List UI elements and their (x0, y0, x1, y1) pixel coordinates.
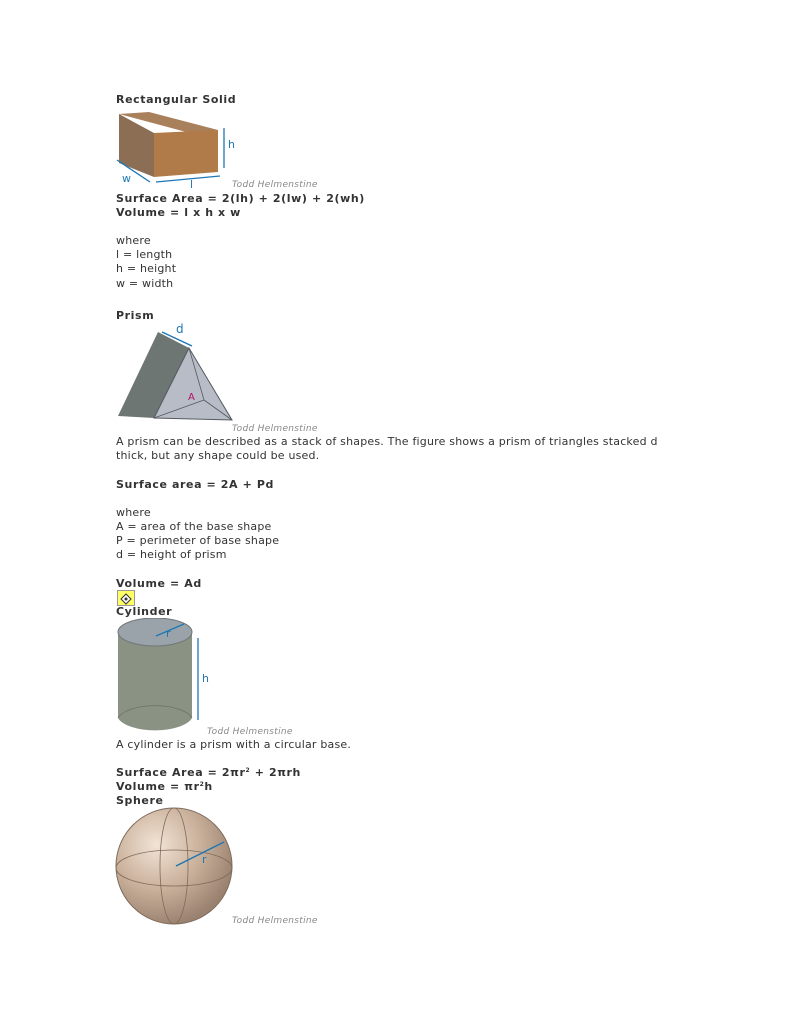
formula-text: h (204, 780, 213, 793)
rect-def-width: w = width (116, 277, 174, 290)
prism-def-area: A = area of the base shape (116, 520, 272, 533)
prism-a-label: A (188, 392, 195, 403)
cylinder-r-label: r (166, 627, 171, 640)
prism-title: Prism (116, 309, 155, 322)
prism-def-height: d = height of prism (116, 548, 227, 561)
image-credit: Todd Helmenstine (232, 916, 318, 926)
formula-text: + 2πrh (250, 766, 301, 779)
prism-d-label: d (176, 322, 184, 336)
formula-text: Surface Area = 2πr (116, 766, 246, 779)
prism-surface-area-formula: Surface area = 2A + Pd (116, 478, 274, 491)
prism-figure (114, 322, 238, 426)
image-credit: Todd Helmenstine (232, 180, 318, 190)
prism-description: A prism can be described as a stack of shapes. The figure shows a prism of triangles stacked d thick, but any shape could be used. (116, 435, 658, 462)
length-arrow (156, 176, 220, 182)
rect-def-height: h = height (116, 262, 177, 275)
image-credit: Todd Helmenstine (207, 727, 293, 737)
sphere-body (116, 808, 232, 924)
cylinder-top-face (118, 618, 192, 646)
prism-where: where (116, 506, 151, 519)
prism-def-perimeter: P = perimeter of base shape (116, 534, 280, 547)
cylinder-surface-area-formula (116, 766, 301, 780)
broken-image-icon (117, 590, 135, 606)
image-credit: Todd Helmenstine (232, 424, 318, 434)
exponent: 2 (245, 767, 251, 774)
rect-surface-area-formula: Surface Area = 2(lh) + 2(lw) + 2(wh) (116, 192, 365, 205)
prism-volume-formula: Volume = Ad (116, 577, 202, 590)
rect-h-label: h (228, 138, 235, 151)
formula-text: Volume = πr (116, 780, 200, 793)
cylinder-title: Cylinder (116, 605, 173, 618)
rect-front-face (154, 130, 218, 177)
rect-w-label: w (122, 172, 131, 185)
rect-l-label: l (190, 178, 194, 190)
rect-where: where (116, 234, 151, 247)
cylinder-figure (114, 618, 214, 738)
rect-volume-formula: Volume = l x h x w (116, 206, 241, 219)
rectangular-solid-figure (114, 108, 244, 190)
rect-side-face (119, 114, 154, 177)
sphere-title: Sphere (116, 794, 164, 807)
sphere-r-label: r (202, 853, 207, 866)
cylinder-description: A cylinder is a prism with a circular base. (116, 738, 352, 751)
cylinder-body (118, 632, 192, 730)
rect-def-length: l = length (116, 248, 173, 261)
rect-title: Rectangular Solid (116, 93, 237, 106)
exponent: 2 (199, 781, 205, 788)
sphere-figure (114, 806, 238, 928)
cylinder-volume-formula (116, 780, 213, 794)
broken-image-icon (118, 592, 134, 606)
cylinder-h-label: h (202, 672, 209, 685)
